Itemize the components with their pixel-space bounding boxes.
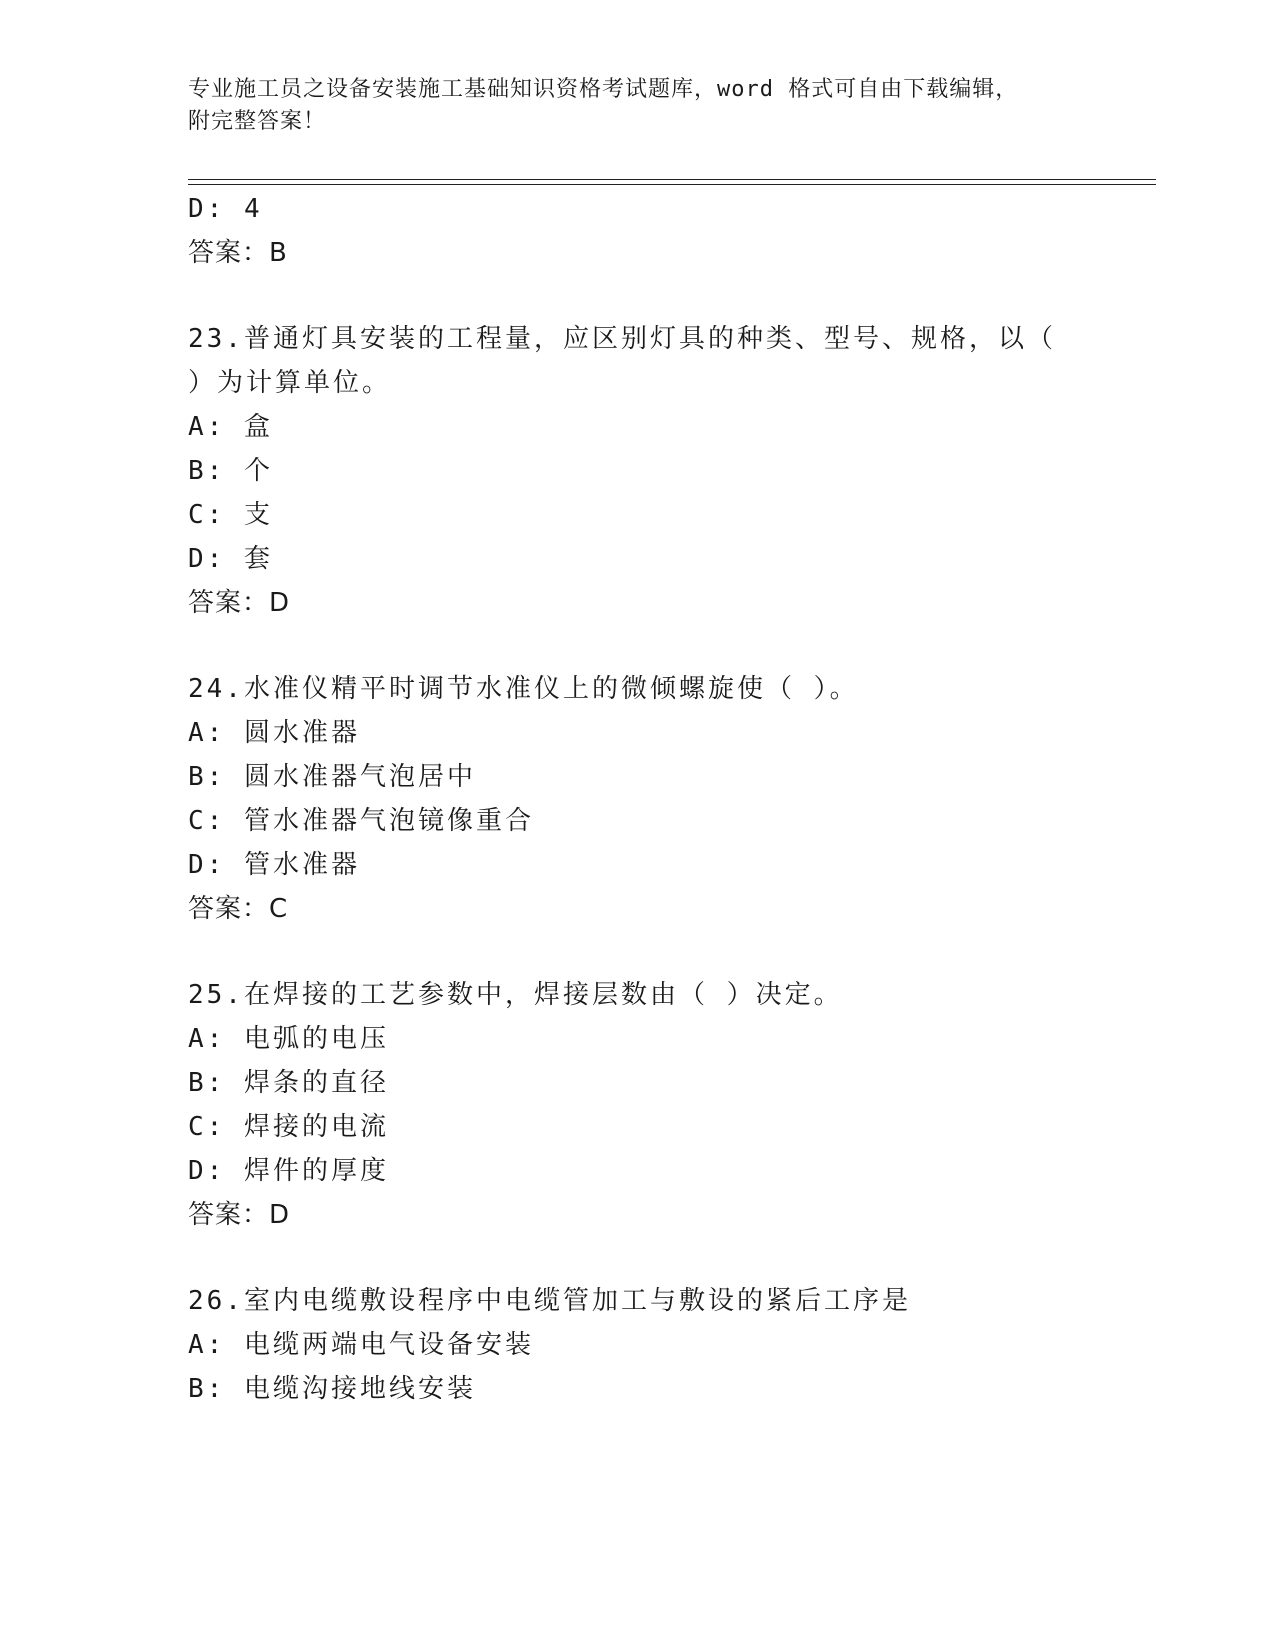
option-d: D: 焊件的厚度 bbox=[188, 1156, 389, 1186]
question-stem: 26.室内电缆敷设程序中电缆管加工与敷设的紧后工序是 bbox=[188, 1286, 911, 1316]
answer-text: 答案：C bbox=[188, 894, 289, 924]
option-c: C: 焊接的电流 bbox=[188, 1112, 389, 1142]
option-b: B: 个 bbox=[188, 456, 273, 486]
question-stem: 25.在焊接的工艺参数中，焊接层数由（ ）决定。 bbox=[188, 980, 843, 1010]
option-b: B: 焊条的直径 bbox=[188, 1068, 389, 1098]
answer-text: 答案：D bbox=[188, 588, 291, 618]
option-d: D: 管水准器 bbox=[188, 850, 360, 880]
document-header bbox=[188, 74, 1088, 138]
question-stem: 23.普通灯具安装的工程量，应区别灯具的种类、型号、规格，以（ bbox=[188, 324, 1056, 354]
answer-text: 答案：D bbox=[188, 1200, 291, 1230]
header-divider-top bbox=[188, 179, 1156, 180]
option-d: D: 套 bbox=[188, 544, 273, 574]
option-a: A: 电弧的电压 bbox=[188, 1024, 389, 1054]
answer-text: 答案：B bbox=[188, 238, 288, 268]
option-b: B: 圆水准器气泡居中 bbox=[188, 762, 476, 792]
header-line-1: 专业施工员之设备安装施工基础知识资格考试题库，word 格式可自由下载编辑， bbox=[188, 77, 1019, 102]
option-c: C: 支 bbox=[188, 500, 273, 530]
option-b: B: 电缆沟接地线安装 bbox=[188, 1374, 476, 1404]
option-a: A: 圆水准器 bbox=[188, 718, 360, 748]
option-a: A: 电缆两端电气设备安装 bbox=[188, 1330, 534, 1360]
question-stem: 24.水准仪精平时调节水准仪上的微倾螺旋使（ ）。 bbox=[188, 674, 859, 704]
header-line-2: 附完整答案！ bbox=[188, 109, 327, 134]
option-a: A: 盒 bbox=[188, 412, 273, 442]
option-c: C: 管水准器气泡镜像重合 bbox=[188, 806, 534, 836]
option-d: D: 4 bbox=[188, 194, 263, 224]
header-divider-bottom bbox=[188, 184, 1156, 185]
question-stem-continued: ）为计算单位。 bbox=[188, 368, 392, 398]
